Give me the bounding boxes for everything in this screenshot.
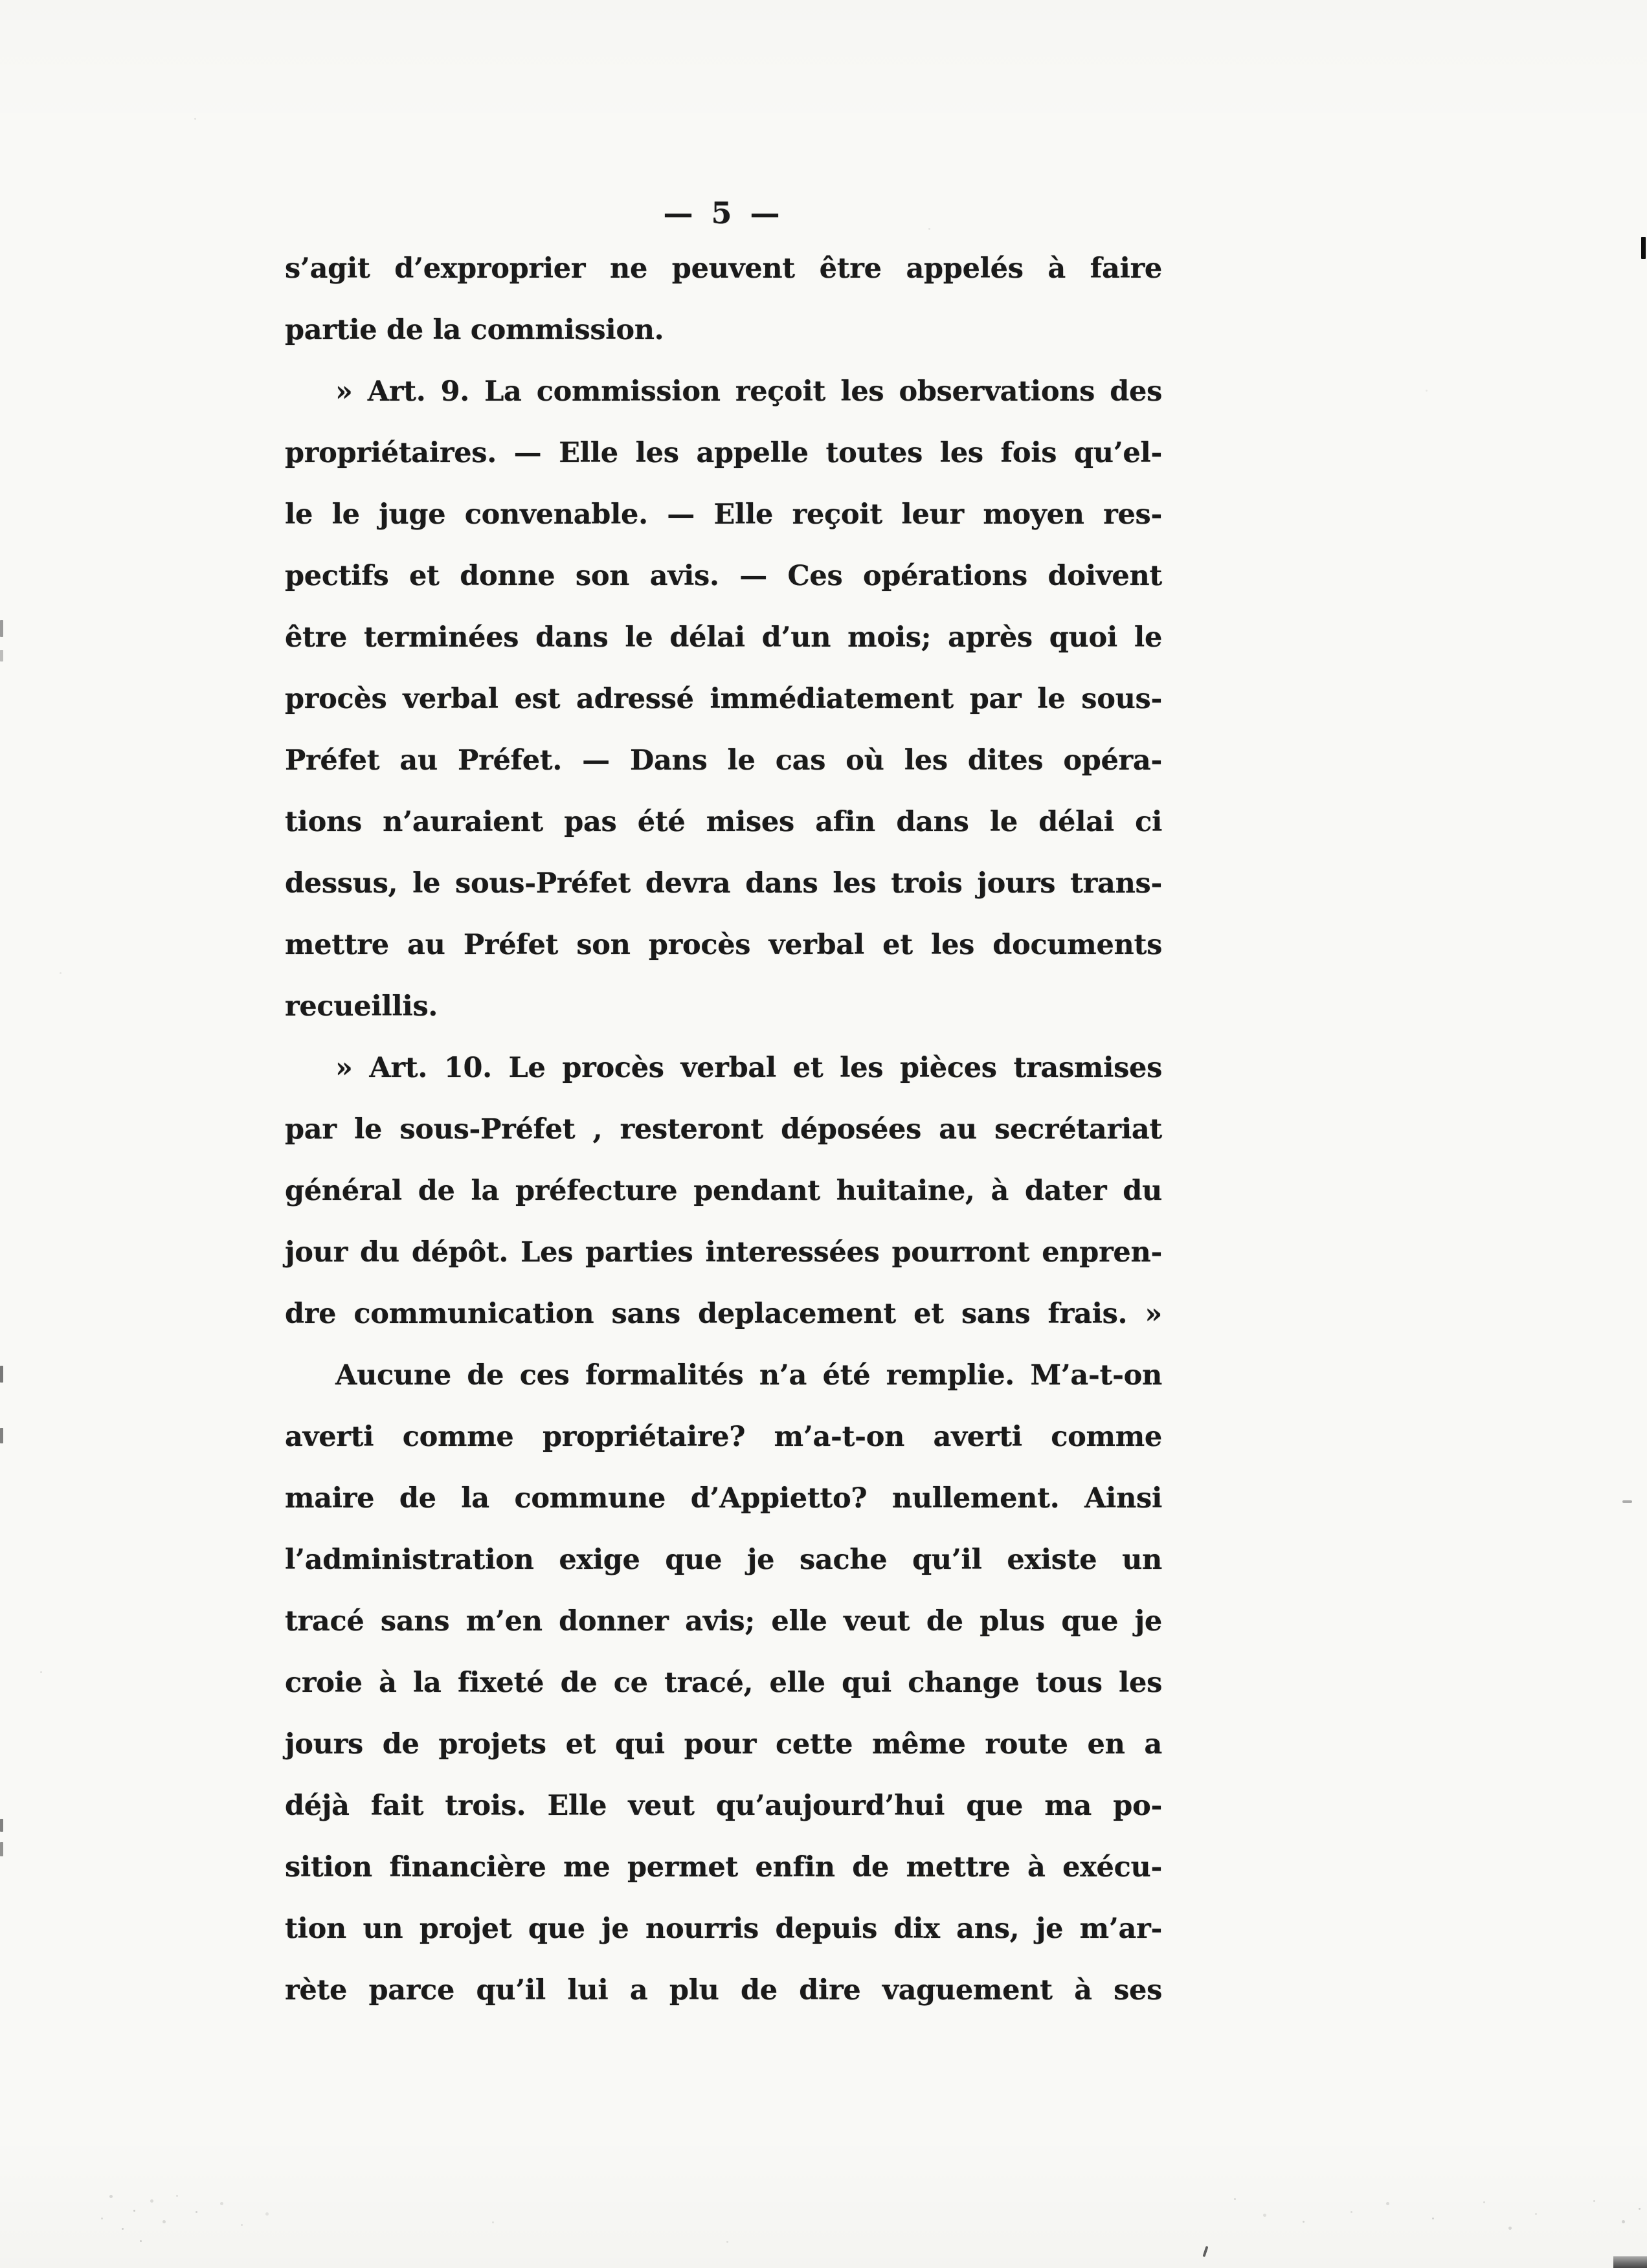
text-line: tracé sans m’en donner avis; elle veut de plus que je [285,1605,1162,1638]
text-line: » Art. 9. La commission reçoit les observations des [335,375,1162,408]
text-line: Préfet au Préfet. — Dans le cas où les dites opéra- [285,744,1162,777]
text-line: croie à la fixeté de ce tracé, elle qui change tous les [285,1667,1162,1699]
text-line: s’agit d’exproprier ne peuvent être appelés à faire [285,252,1162,285]
text-line: partie de la commission. [285,314,664,346]
scan-artifact-corner-block [1613,2256,1647,2268]
scan-artifact-bottom-slash [1202,2246,1208,2257]
text-line: mettre au Préfet son procès verbal et les documents [285,929,1162,961]
scan-artifact-left-edge-mark [0,1366,3,1383]
text-line: jour du dépôt. Les parties interessées pourront enpren- [285,1236,1162,1269]
scan-artifact-left-edge-mark [0,1428,3,1443]
scan-artifact-left-edge-mark [0,650,3,662]
text-line: tion un projet que je nourris depuis dix ans, je m’ar- [285,1913,1162,1945]
page-number: — 5 — [663,195,784,230]
text-line: procès verbal est adressé immédiatement par le sous- [285,683,1162,715]
text-line: Aucune de ces formalités n’a été remplie. M’a-t-on [335,1359,1162,1392]
text-line: déjà fait trois. Elle veut qu’aujourd’hui que ma po- [285,1790,1162,1822]
text-line: recueillis. [285,990,438,1023]
text-line: propriétaires. — Elle les appelle toutes les fois qu’el- [285,437,1162,469]
text-line: averti comme propriétaire? m’a-t-on averti comme [285,1421,1162,1453]
text-line: » Art. 10. Le procès verbal et les pièces trasmises [335,1052,1162,1084]
text-block [285,238,1162,2021]
text-line: être terminées dans le délai d’un mois; après quoi le [285,621,1162,654]
scan-artifact-right-edge-tick [1641,237,1646,259]
text-line: général de la préfecture pendant huitaine, à dater du [285,1175,1162,1207]
text-line: dre communication sans deplacement et sans frais. » [285,1298,1162,1330]
text-line: maire de la commune d’Appietto? nullement. Ainsi [285,1482,1162,1515]
text-line: jours de projets et qui pour cette même route en a [285,1728,1162,1761]
text-line: par le sous-Préfet , resteront déposées au secrétariat [285,1113,1162,1146]
scan-artifact-left-edge-mark [0,1819,3,1832]
scan-artifact-left-edge-mark [0,1842,3,1856]
text-line: dessus, le sous-Préfet devra dans les trois jours trans- [285,867,1162,900]
text-line: le le juge convenable. — Elle reçoit leur moyen res- [285,498,1162,531]
text-line: sition financière me permet enfin de mettre à exécu- [285,1851,1162,1884]
text-line: l’administration exige que je sache qu’il existe un [285,1544,1162,1576]
text-line: pectifs et donne son avis. — Ces opérations doivent [285,560,1162,592]
text-line: rète parce qu’il lui a plu de dire vaguement à ses [285,1974,1162,2007]
scan-noise [0,0,2,2]
scan-artifact-right-margin-dash [1622,1500,1632,1503]
text-line: tions n’auraient pas été mises afin dans le délai ci [285,806,1162,838]
scan-artifact-left-edge-mark [0,620,3,637]
